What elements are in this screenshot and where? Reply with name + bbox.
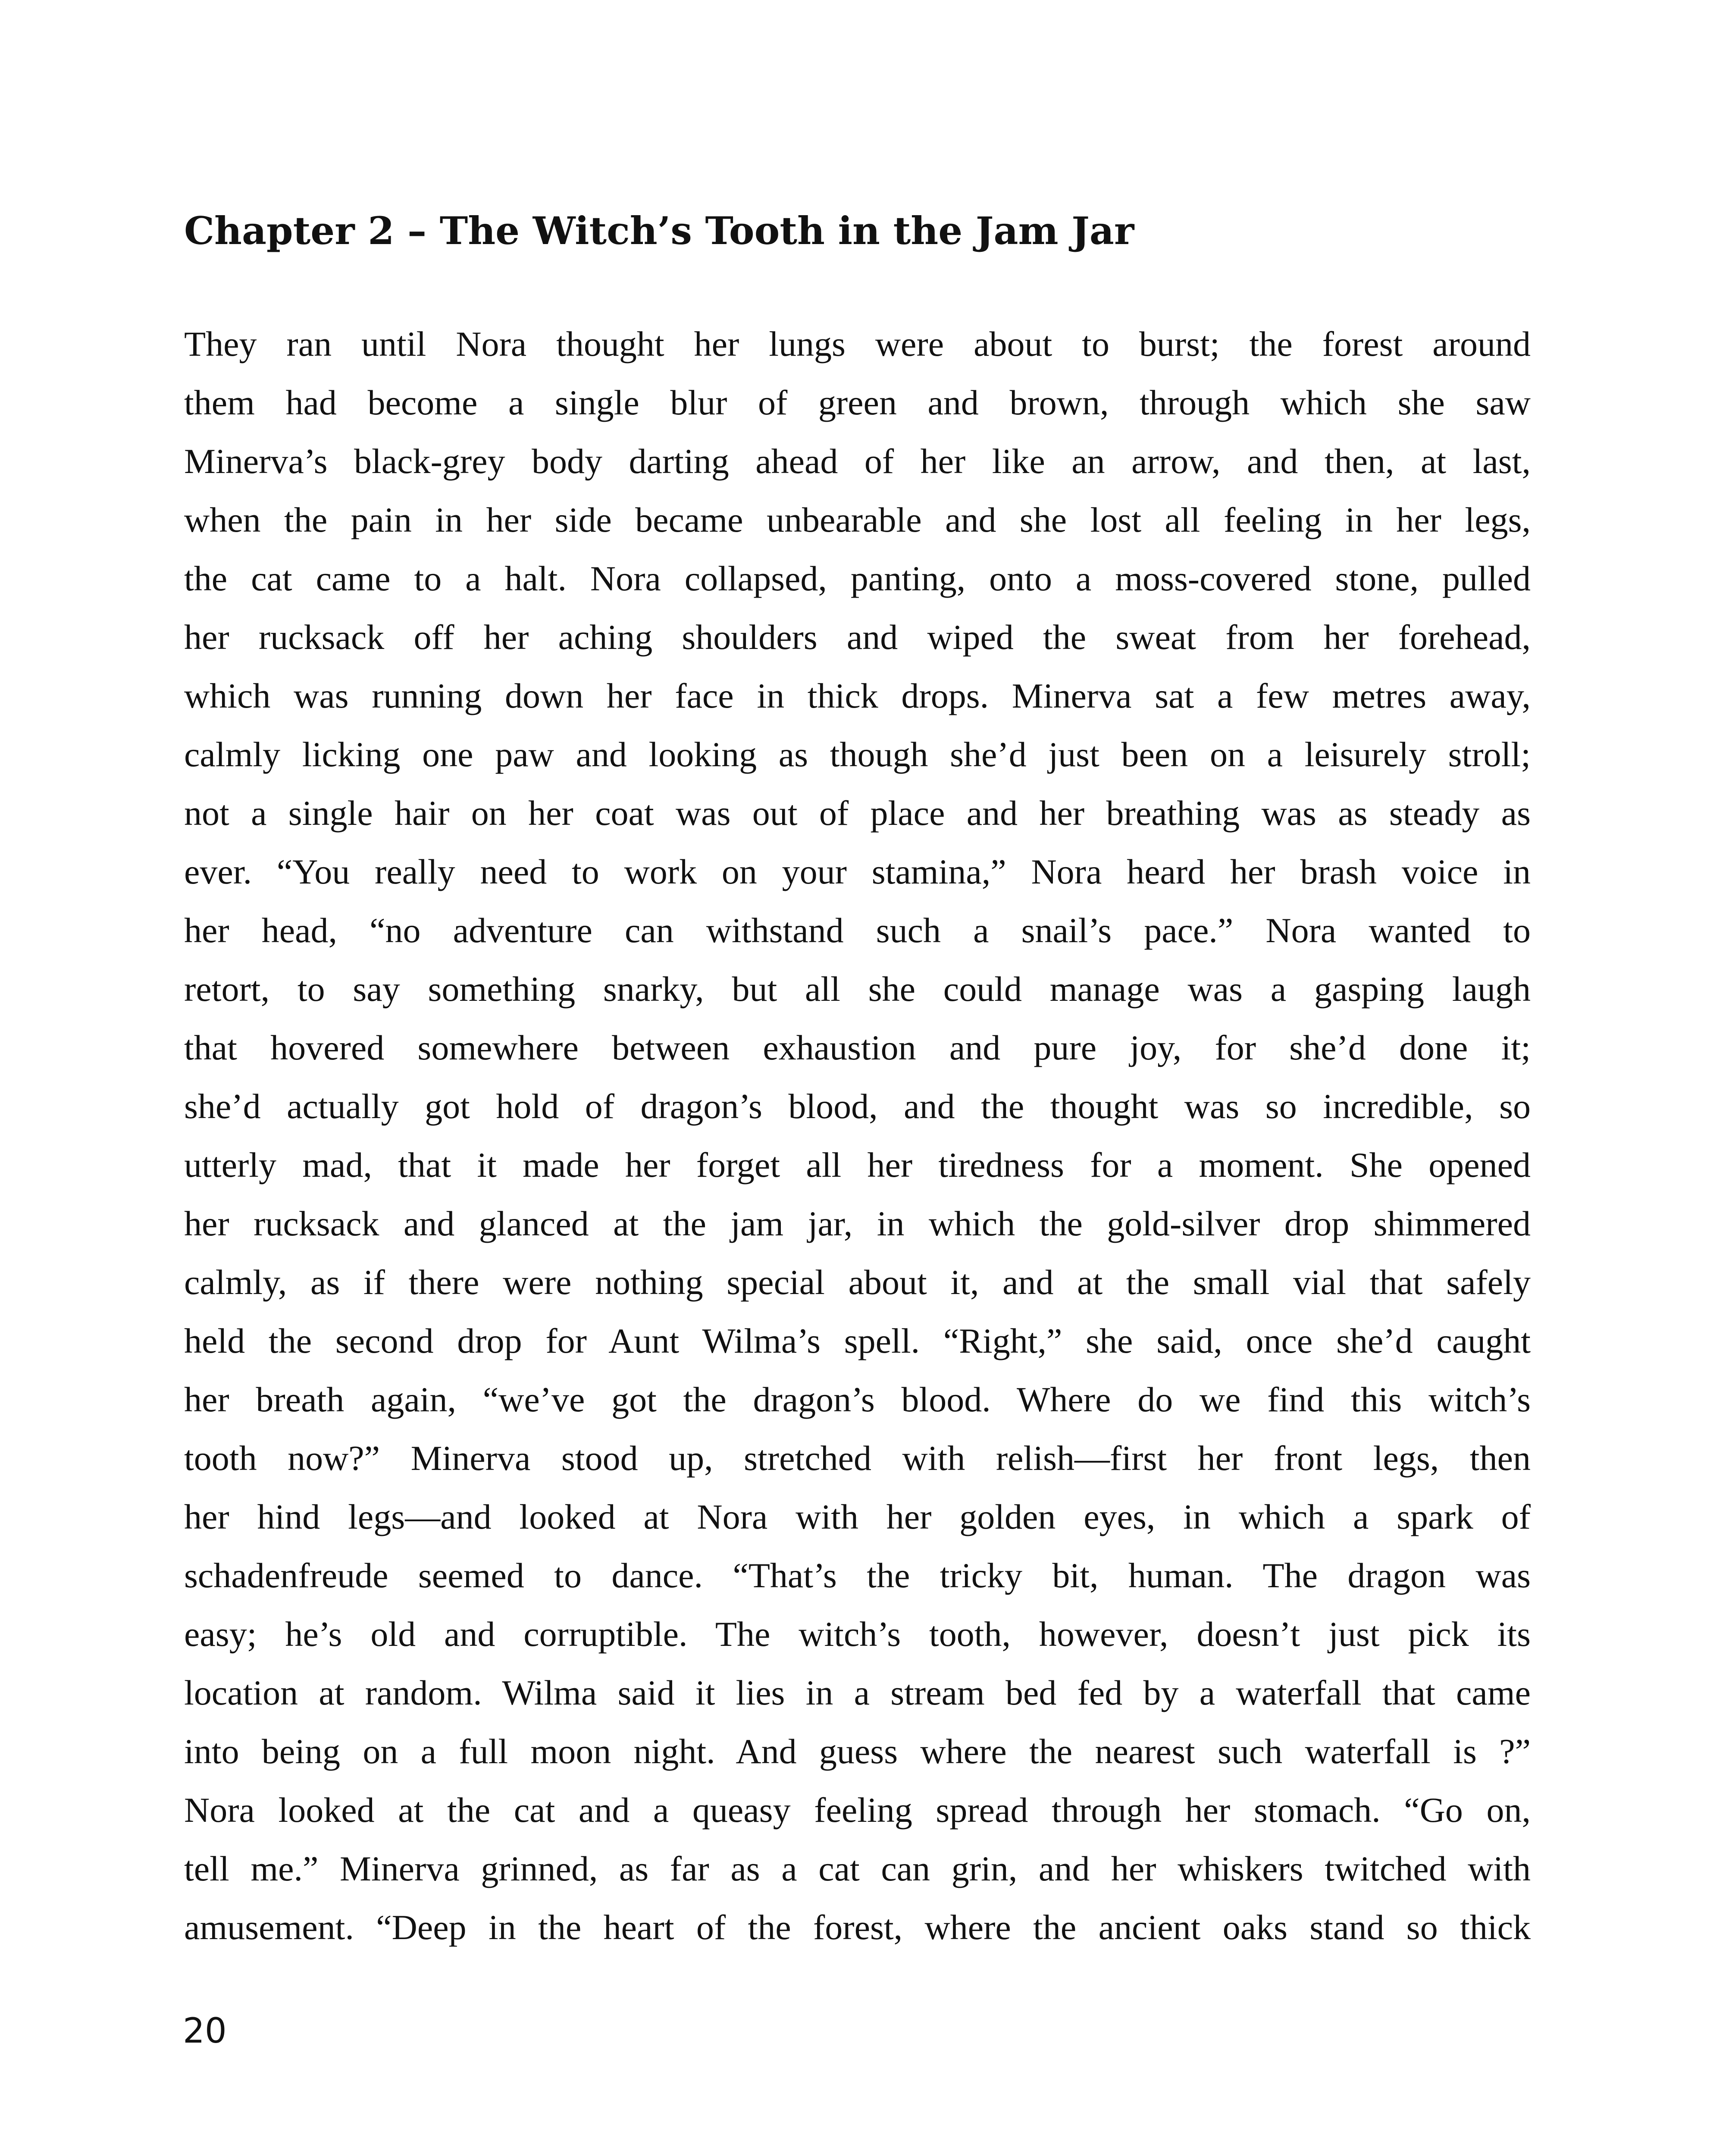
text-line: They ran until Nora thought her lungs were about to burst; the forest around (184, 324, 1531, 364)
page-number: 20 (183, 2011, 227, 2051)
text-line: not a single hair on her coat was out of place and her breathing was as steady as (184, 793, 1531, 833)
text-line: her rucksack and glanced at the jam jar, in which the gold-silver drop shimmered (184, 1204, 1531, 1243)
text-line: Minerva’s black-grey body darting ahead of her like an arrow, and then, at last, (184, 442, 1531, 481)
text-line: that hovered somewhere between exhaustion and pure joy, for she’d done it; (184, 1028, 1531, 1067)
text-line: ever. “You really need to work on your stamina,” Nora heard her brash voice in (184, 852, 1531, 891)
text-line: which was running down her face in thick drops. Minerva sat a few metres away, (184, 676, 1531, 715)
chapter-title: Chapter 2 – The Witch’s Tooth in the Jam Jar (184, 208, 1134, 253)
text-line: schadenfreude seemed to dance. “That’s the tricky bit, human. The dragon was (184, 1556, 1531, 1595)
text-line: calmly licking one paw and looking as though she’d just been on a leisurely stroll; (184, 735, 1531, 774)
text-line: Nora looked at the cat and a queasy feeling spread through her stomach. “Go on, (184, 1790, 1531, 1830)
text-line: when the pain in her side became unbearable and she lost all feeling in her legs, (184, 500, 1531, 539)
text-line: she’d actually got hold of dragon’s blood, and the thought was so incredible, so (184, 1087, 1531, 1126)
text-line: her rucksack off her aching shoulders and wiped the sweat from her forehead, (184, 617, 1531, 657)
text-line: tell me.” Minerva grinned, as far as a cat can grin, and her whiskers twitched with (184, 1849, 1531, 1888)
text-line: into being on a full moon night. And guess where the nearest such waterfall is ?” (184, 1732, 1531, 1771)
text-line: calmly, as if there were nothing special about it, and at the small vial that safely (184, 1263, 1531, 1302)
text-line: her hind legs—and looked at Nora with her golden eyes, in which a spark of (184, 1497, 1531, 1536)
text-line: her head, “no adventure can withstand such a snail’s pace.” Nora wanted to (184, 911, 1531, 950)
text-line: easy; he’s old and corruptible. The witch’s tooth, however, doesn’t just pick its (184, 1614, 1531, 1654)
text-line: amusement. “Deep in the heart of the forest, where the ancient oaks stand so thick (184, 1908, 1531, 1947)
text-line: the cat came to a halt. Nora collapsed, panting, onto a moss-covered stone, pulled (184, 559, 1531, 598)
body-text (184, 315, 1531, 1957)
text-line: them had become a single blur of green and brown, through which she saw (184, 383, 1531, 422)
text-line: her breath again, “we’ve got the dragon’s blood. Where do we find this witch’s (184, 1380, 1531, 1419)
text-line: retort, to say something snarky, but all she could manage was a gasping laugh (184, 969, 1531, 1009)
text-line: utterly mad, that it made her forget all her tiredness for a moment. She opened (184, 1145, 1531, 1185)
text-line: tooth now?” Minerva stood up, stretched with relish—first her front legs, then (184, 1438, 1531, 1478)
text-line: location at random. Wilma said it lies in a stream bed fed by a waterfall that came (184, 1673, 1531, 1712)
text-line: held the second drop for Aunt Wilma’s spell. “Right,” she said, once she’d caught (184, 1321, 1531, 1360)
